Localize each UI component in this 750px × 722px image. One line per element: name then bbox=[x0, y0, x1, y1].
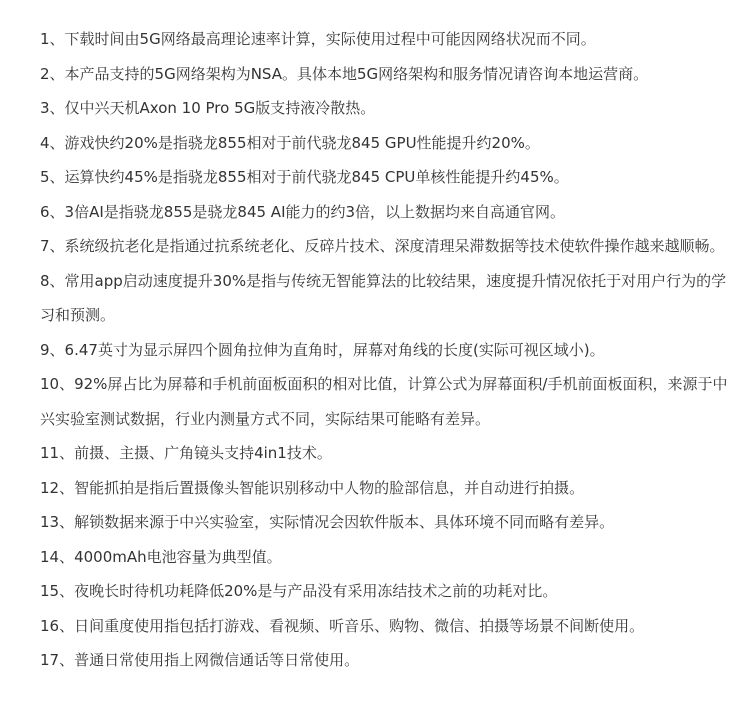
footnote-1: 1、下载时间由5G网络最高理论速率计算，实际使用过程中可能因网络状况而不同。 bbox=[40, 30, 596, 48]
footnote-15: 15、夜晚长时待机功耗降低20%是与产品没有采用冻结技术之前的功耗对比。 bbox=[40, 582, 558, 600]
footnote-16: 16、日间重度使用指包括打游戏、看视频、听音乐、购物、微信、拍摄等场景不间断使用。 bbox=[40, 616, 645, 635]
footnote-9: 9、6.47英寸为显示屏四个圆角拉伸为直角时，屏幕对角线的长度(实际可视区域小)。 bbox=[40, 340, 605, 359]
footnote-11: 11、前摄、主摄、广角镜头支持4in1技术。 bbox=[40, 444, 332, 462]
footnote-12: 12、智能抓拍是指后置摄像头智能识别移动中人物的脸部信息，并自动进行拍摄。 bbox=[40, 478, 585, 497]
footnote-7: 7、系统级抗老化是指通过抗系统老化、反碎片技术、深度清理呆滞数据等技术使软件操作越来越顺畅。 bbox=[40, 237, 725, 255]
footnote-3: 3、仅中兴天机Axon 10 Pro 5G版支持液冷散热。 bbox=[40, 99, 376, 117]
footnote-10: 10、92%屏占比为屏幕和手机前面板面积的相对比值，计算公式为屏幕面积/手机前面板面积，来源于中兴实验室测试数据，行业内测量方式不同，实际结果可能略有差异。 bbox=[40, 375, 728, 428]
footnote-13: 13、解锁数据来源于中兴实验室，实际情况会因软件版本、具体环境不同而略有差异。 bbox=[40, 513, 615, 531]
footnote-6: 6、3倍AI是指骁龙855是骁龙845 AI能力的约3倍，以上数据均来自高通官网。 bbox=[40, 202, 566, 221]
footnote-5: 5、运算快约45%是指骁龙855相对于前代骁龙845 CPU单核性能提升约45%。 bbox=[40, 168, 569, 186]
footnote-8: 8、常用app启动速度提升30%是指与传统无智能算法的比较结果，速度提升情况依托于对用户行为的学习和预测。 bbox=[40, 271, 727, 324]
footnote-2: 2、本产品支持的5G网络架构为NSA。具体本地5G网络架构和服务情况请咨询本地运营商。 bbox=[40, 64, 649, 83]
footnote-17: 17、普通日常使用指上网微信通话等日常使用。 bbox=[40, 651, 360, 669]
footnote-14: 14、4000mAh电池容量为典型值。 bbox=[40, 547, 282, 566]
footnote-4: 4、游戏快约20%是指骁龙855相对于前代骁龙845 GPU性能提升约20%。 bbox=[40, 133, 540, 152]
